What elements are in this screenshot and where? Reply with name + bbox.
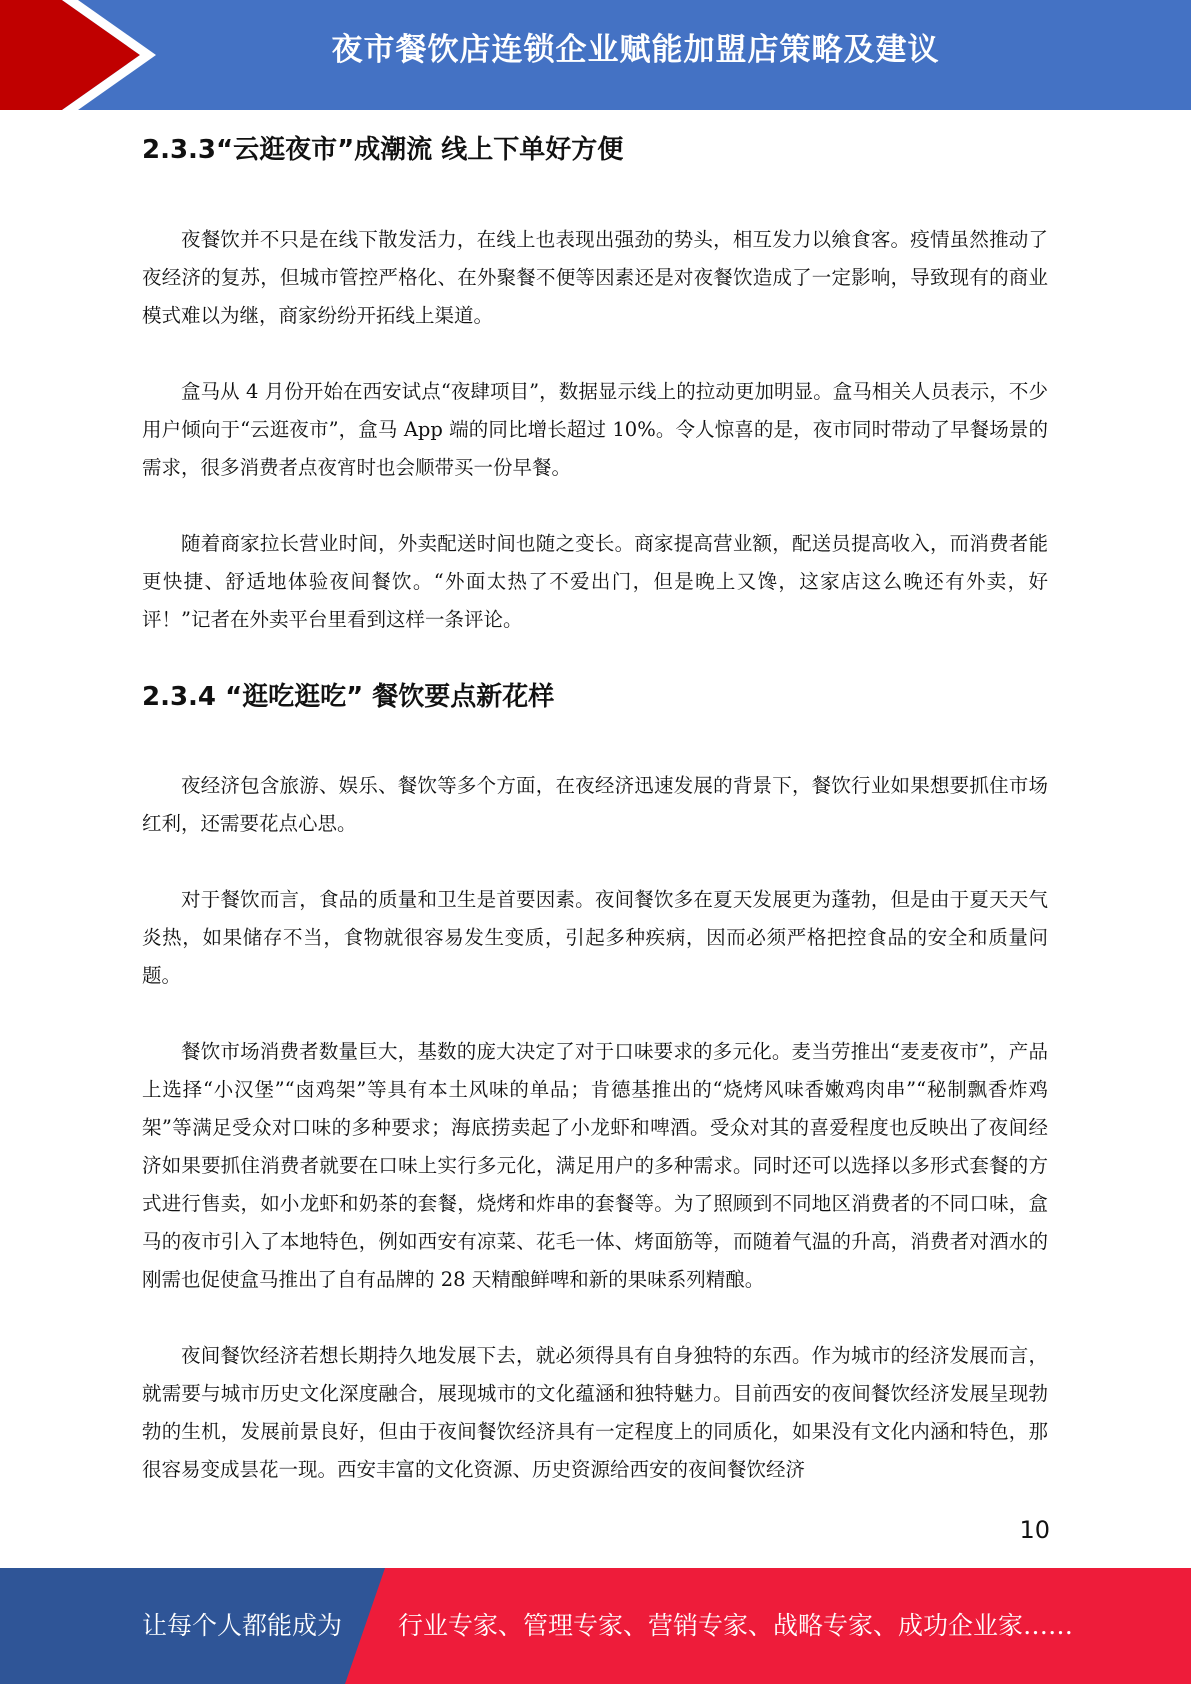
page-number: 10 bbox=[1019, 1516, 1050, 1544]
section-heading-2-3-3: 2.3.3“云逛夜市”成潮流 线上下单好方便 bbox=[142, 135, 624, 165]
paragraph: 餐饮市场消费者数量巨大，基数的庞大决定了对于口味要求的多元化。麦当劳推出“麦麦夜市”，产品上选择“小汉堡”“卤鸡架”等具有本土风味的单品；肯德基推出的“烧烤风味香嫩鸡肉串”“秘制飘香炸鸡架”等满足受众对口味的多种要求；海底捞卖起了小龙虾和啤酒。受众对其的喜爱程度也反映出了夜间经济如果要抓住消费者就要在口味上实行多元化，满足用户的多种需求。同时还可以选择以多形式套餐的方式进行售卖，如小龙虾和奶茶的套餐，烧烤和炸串的套餐等。为了照顾到不同地区消费者的不同口味，盒马的夜市引入了本地特色，例如西安有凉菜、花毛一体、烤面筋等，而随着气温的升高，消费者对酒水的刚需也促使盒马推出了自有品牌的 28 天精酿鲜啤和新的果味系列精酿。 bbox=[142, 1040, 1048, 1291]
paragraph: 随着商家拉长营业时间，外卖配送时间也随之变长。商家提高营业额，配送员提高收入，而消费者能更快捷、舒适地体验夜间餐饮。“外面太热了不爱出门，但是晚上又馋，这家店这么晚还有外卖，好评！”记者在外卖平台里看到这样一条评论。 bbox=[142, 532, 1048, 631]
footer-slogan-right: 行业专家、管理专家、营销专家、战略专家、成功企业家…… bbox=[398, 1611, 1074, 1640]
section-heading-2-3-4: 2.3.4 “逛吃逛吃” 餐饮要点新花样 bbox=[142, 682, 555, 712]
page-footer bbox=[0, 1568, 1191, 1684]
paragraph: 夜经济包含旅游、娱乐、餐饮等多个方面，在夜经济迅速发展的背景下，餐饮行业如果想要抓住市场红利，还需要花点心思。 bbox=[142, 774, 1048, 835]
paragraph: 盒马从 4 月份开始在西安试点“夜肆项目”，数据显示线上的拉动更加明显。盒马相关人员表示，不少用户倾向于“云逛夜市”，盒马 App 端的同比增长超过 10%。令人惊喜的是，夜市同时带动了早餐场景的需求，很多消费者点夜宵时也会顺带买一份早餐。 bbox=[142, 380, 1048, 479]
paragraph: 对于餐饮而言，食品的质量和卫生是首要因素。夜间餐饮多在夏天发展更为蓬勃，但是由于夏天天气炎热，如果储存不当，食物就很容易发生变质，引起多种疾病，因而必须严格把控食品的安全和质量问题。 bbox=[142, 888, 1048, 987]
header-arrow-icon bbox=[0, 0, 160, 110]
header-title: 夜市餐饮店连锁企业赋能加盟店策略及建议 bbox=[331, 32, 940, 68]
page-header bbox=[0, 0, 1191, 110]
footer-slogan-left: 让每个人都能成为 bbox=[142, 1611, 343, 1640]
paragraph: 夜餐饮并不只是在线下散发活力，在线上也表现出强劲的势头，相互发力以飨食客。疫情虽然推动了夜经济的复苏，但城市管控严格化、在外聚餐不便等因素还是对夜餐饮造成了一定影响，导致现有的商业模式难以为继，商家纷纷开拓线上渠道。 bbox=[142, 228, 1048, 327]
paragraph: 夜间餐饮经济若想长期持久地发展下去，就必须得具有自身独特的东西。作为城市的经济发展而言，就需要与城市历史文化深度融合，展现城市的文化蕴涵和独特魅力。目前西安的夜间餐饮经济发展呈现勃勃的生机，发展前景良好，但由于夜间餐饮经济具有一定程度上的同质化，如果没有文化内涵和特色，那很容易变成昙花一现。西安丰富的文化资源、历史资源给西安的夜间餐饮经济 bbox=[142, 1344, 1048, 1481]
document-body bbox=[142, 128, 1048, 1489]
